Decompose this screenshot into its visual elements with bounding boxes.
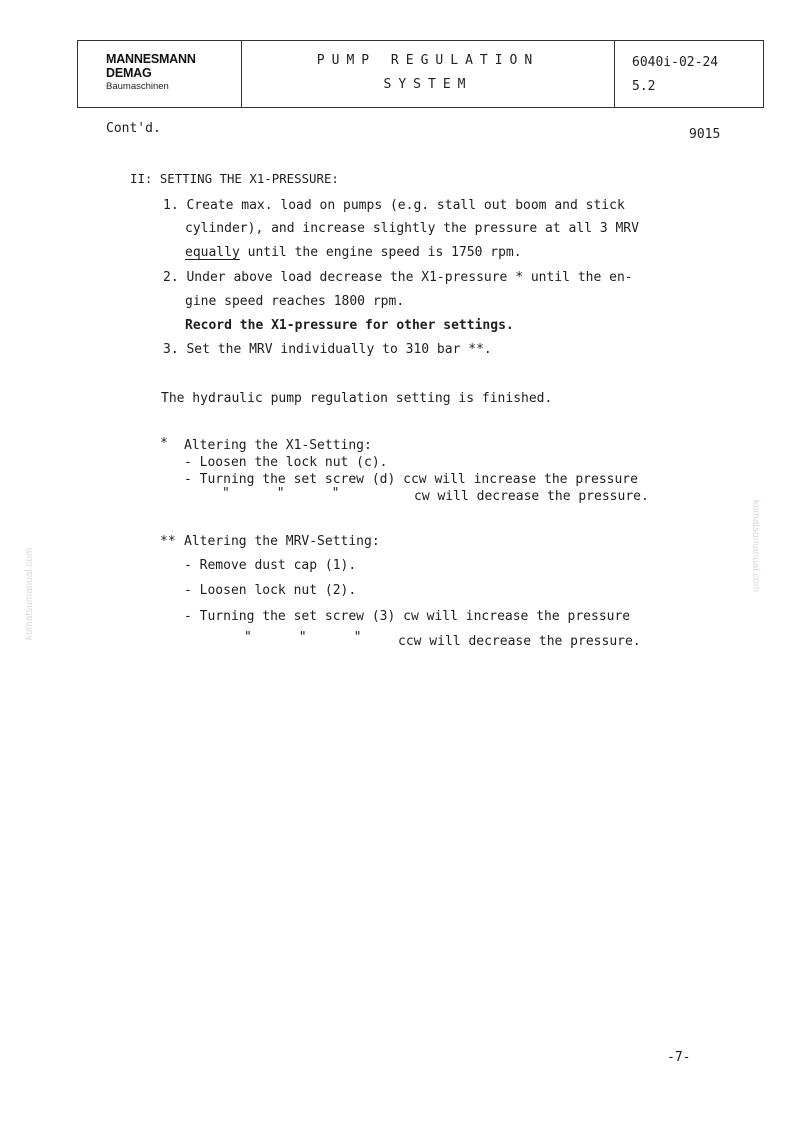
step-3: 3. Set the MRV individually to 310 bar **.: [163, 342, 492, 357]
finish-statement: The hydraulic pump regulation setting is finished.: [161, 391, 553, 406]
x1-note-title: Altering the X1-Setting:: [184, 438, 372, 453]
mrv-note-line-3: - Turning the set screw (3) cw will increase the pressure: [184, 609, 631, 624]
step-1-emphasis: equally: [185, 245, 240, 260]
company-logo: [106, 53, 196, 92]
mrv-note-line-2: - Loosen lock nut (2).: [184, 583, 357, 598]
id-cell: [614, 41, 763, 107]
document-title-line-2: SYSTEM: [383, 77, 473, 92]
mrv-note-star: **: [160, 534, 176, 549]
logo-line-3: Baumaschinen: [106, 81, 169, 92]
x1-note-ditto: " " ": [222, 486, 340, 501]
step-2-line-3: Record the X1-pressure for other settings.: [185, 318, 514, 333]
step-1-line-3: [185, 246, 522, 259]
step-2-line-2: gine speed reaches 1800 rpm.: [185, 294, 405, 309]
document-header: [77, 40, 764, 108]
mrv-note-ditto: " " ": [244, 630, 362, 645]
watermark-right: komatsumanual.com: [750, 500, 761, 593]
continued-label: Cont'd.: [106, 121, 161, 136]
reference-number: 9015: [689, 127, 721, 142]
logo-line-1: MANNESMANN: [106, 52, 196, 66]
section-number: 5.2: [632, 79, 656, 94]
document-id: 6040i-02-24: [632, 55, 719, 70]
x1-note-line-1: - Loosen the lock nut (c).: [184, 455, 388, 470]
step-1-line-3-rest: until the engine speed is 1750 rpm.: [239, 245, 522, 260]
x1-note-line-2: - Turning the set screw (d) ccw will increase the pressure: [184, 472, 638, 487]
mrv-note-line-1: - Remove dust cap (1).: [184, 558, 357, 573]
page-number: -7-: [667, 1050, 691, 1065]
logo-line-2: DEMAG: [106, 65, 152, 80]
step-1-line-1: 1. Create max. load on pumps (e.g. stall out boom and stick: [163, 198, 625, 213]
step-2-line-1: 2. Under above load decrease the X1-pressure * until the en-: [163, 270, 633, 285]
document-title-line-1: PUMP REGULATION: [316, 53, 540, 68]
x1-note-line-3: cw will decrease the pressure.: [414, 489, 649, 504]
watermark-left: komatsumanual.com: [24, 547, 35, 640]
title-cell: [241, 41, 614, 107]
mrv-note-line-4: ccw will decrease the pressure.: [398, 634, 641, 649]
step-1-line-2: cylinder), and increase slightly the pressure at all 3 MRV: [185, 221, 639, 236]
section-heading: II: SETTING THE X1-PRESSURE:: [130, 171, 339, 186]
x1-note-star: *: [160, 436, 168, 451]
mrv-note-title: Altering the MRV-Setting:: [184, 534, 380, 549]
